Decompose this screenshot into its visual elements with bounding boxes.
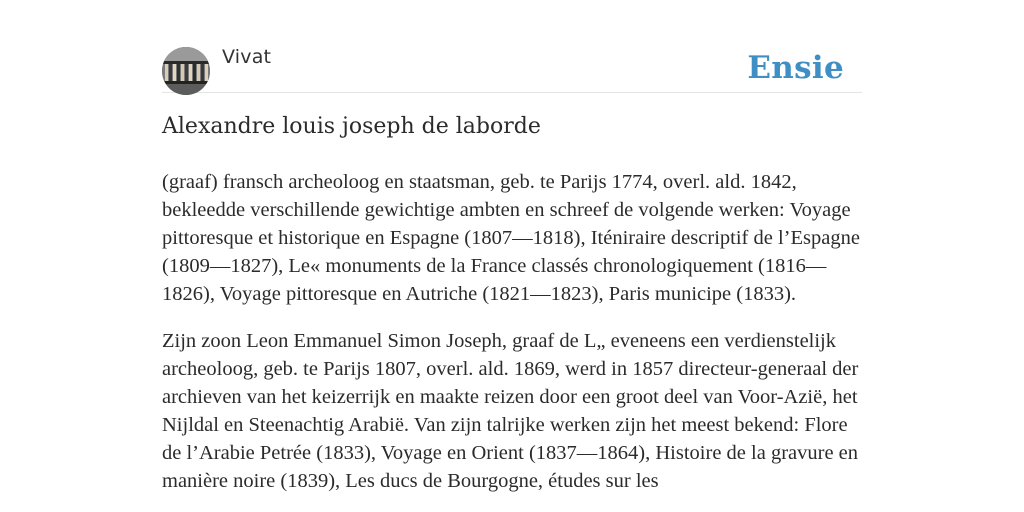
brand-logo[interactable]: Ensie: [747, 50, 844, 86]
paragraph-2: Zijn zoon Leon Emmanuel Simon Joseph, graaf de L„ eveneens een verdienstelijk archeoloog, geb. te Parijs 1807, overl. ald. 1869, werd in 1857 directeur-generaal der archieven van het keizerrijk en maakte reizen door een groot deel van Voor-Azië, het Nijldal en Steenachtig Arabië. Van zijn talrijke werken zijn het meest bekend: Flore de l’Arabie Petrée (1833), Voyage en Orient (1837—1864), Histoire de la gravure en manière noire (1839), Les ducs de Bourgogne, études sur les: [162, 330, 859, 492]
paragraph-1: (graaf) fransch archeoloog en staatsman, geb. te Parijs 1774, overl. ald. 1842, bekleedde verschillende gewichtige ambten en schreef de volgende werken: Voyage pittoresque et historique en Espagne (1807—1818), Iténiraire descriptif de l’Espagne (1809—1827), Le« monuments de la France classés chronologiquement (1816—1826), Voyage pittoresque en Autriche (1821—1823), Paris municipe (1833).: [162, 171, 860, 305]
header: [162, 0, 862, 93]
author-name[interactable]: Vivat: [222, 46, 272, 68]
article-body: [162, 168, 862, 512]
article-title: Alexandre louis joseph de laborde: [162, 114, 541, 139]
page-container: [162, 0, 862, 492]
avatar[interactable]: [162, 47, 210, 95]
bookshelf-icon: [162, 47, 210, 95]
